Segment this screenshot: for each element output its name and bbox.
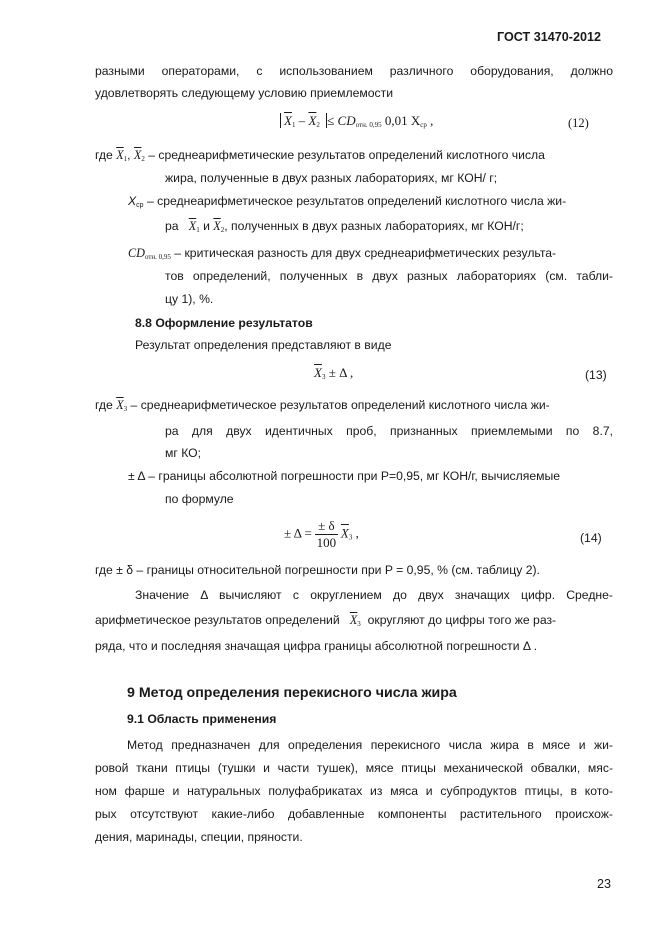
def-cd: $CD_{отн. 0,95}$ – критическая разность для двух среднеарифметических результа- xyxy=(128,246,557,261)
abs-value-bars: $\overline{X}_1 - \overline{X}_2$ xyxy=(280,113,327,128)
intro-line-1: разными операторами, с использованием различного оборудования, должно xyxy=(95,64,613,78)
def-cd-cont-2: цу 1), %. xyxy=(165,292,214,306)
def-x3-cont-1: ра для двух идентичных проб, признанных приемлемыми по 8.7, xyxy=(165,424,613,438)
section-9-p-line-4: рых отсутствуют какие-либо добавленные компоненты растительного происхож- xyxy=(95,807,613,821)
def-x1-x2: где $\overline{X}_1$, $\overline{X}_2$ – среднеарифметические результатов определений кислотного числа xyxy=(95,148,545,163)
def-delta: ± Δ – границы абсолютной погрешности при P=0,95, мг КОН/г, вычисляемые xyxy=(128,469,561,483)
fraction: $\frac{\pm \delta}{100}$ xyxy=(316,518,337,550)
def-x1-x2-cont: жира, полученные в двух разных лабораториях, мг КОН/ г; xyxy=(165,171,498,185)
section-8-8-title: 8.8 Оформление результатов xyxy=(135,316,313,330)
section-9-p-line-5: дения, маринады, специи, пряности. xyxy=(95,830,303,844)
formula-14: ± Δ = $\frac{\pm \delta}{100}$ $\overline{X}_3$ , xyxy=(284,518,359,550)
def-x3-cont-2: мг КО; xyxy=(165,446,202,460)
formula-12-number: (12) xyxy=(568,116,589,130)
rounding-line-1: Значение Δ вычисляют с округлением до двух значащих цифр. Средне- xyxy=(135,588,613,602)
intro-line-2: удовлетворять следующему условию приемлемости xyxy=(95,86,393,100)
formula-12: $\overline{X}_1 - \overline{X}_2 \le CD_{отн. 0,95}$ 0,01 $X_{ср}$ , xyxy=(280,113,433,133)
def-x3: где $\overline{X}_3$ – среднеарифметическое результатов определений кислотного числа жи- xyxy=(95,398,550,413)
def-cd-cont-1: тов определений, полученных в двух разных лабораториях (см. табли- xyxy=(165,269,613,283)
section-9-p-line-3: ном фарше и натуральных полуфабрикатах из мяса и субпродуктов птицы, в кото- xyxy=(95,784,613,798)
formula-13-number: (13) xyxy=(585,368,607,382)
page-number: 23 xyxy=(597,877,612,891)
section-9-1-title: 9.1 Область применения xyxy=(127,712,277,726)
section-9-p-line-2: ровой ткани птицы (тушки и части тушек), мясе птицы механической обвалки, мяс- xyxy=(95,761,613,775)
def-xcp: $X_{ср}$ – среднеарифметическое результатов определений кислотного числа жи- xyxy=(128,194,567,209)
def-xcp-cont: ра $\overline{X}_1$ и $\overline{X}_2$, полученных в двух разных лабораториях, мг КОН/г; xyxy=(165,219,524,234)
standard-header: ГОСТ 31470-2012 xyxy=(497,30,601,44)
section-8-8-text: Результат определения представляют в виде xyxy=(135,338,392,352)
section-9-p-line-1: Метод предназначен для определения перекисного числа жира в мясе и жи- xyxy=(127,738,613,752)
rounding-line-3: ряда, что и последняя значащая цифра границы абсолютной погрешности Δ . xyxy=(95,639,538,653)
formula-14-number: (14) xyxy=(580,531,602,545)
formula-13: $\overline{X}_3 \pm \Delta$ , xyxy=(314,365,354,381)
section-9-title: 9 Метод определения перекисного числа жира xyxy=(127,685,457,701)
def-delta-cont: по формуле xyxy=(165,492,234,506)
rounding-line-2: арифметическое результатов определений $\overline{X}_3$ округляют до цифры того же раз- xyxy=(95,613,557,628)
def-delta-rel: где ± δ – границы относительной погрешности при P = 0,95, % (см. таблицу 2). xyxy=(95,563,540,577)
